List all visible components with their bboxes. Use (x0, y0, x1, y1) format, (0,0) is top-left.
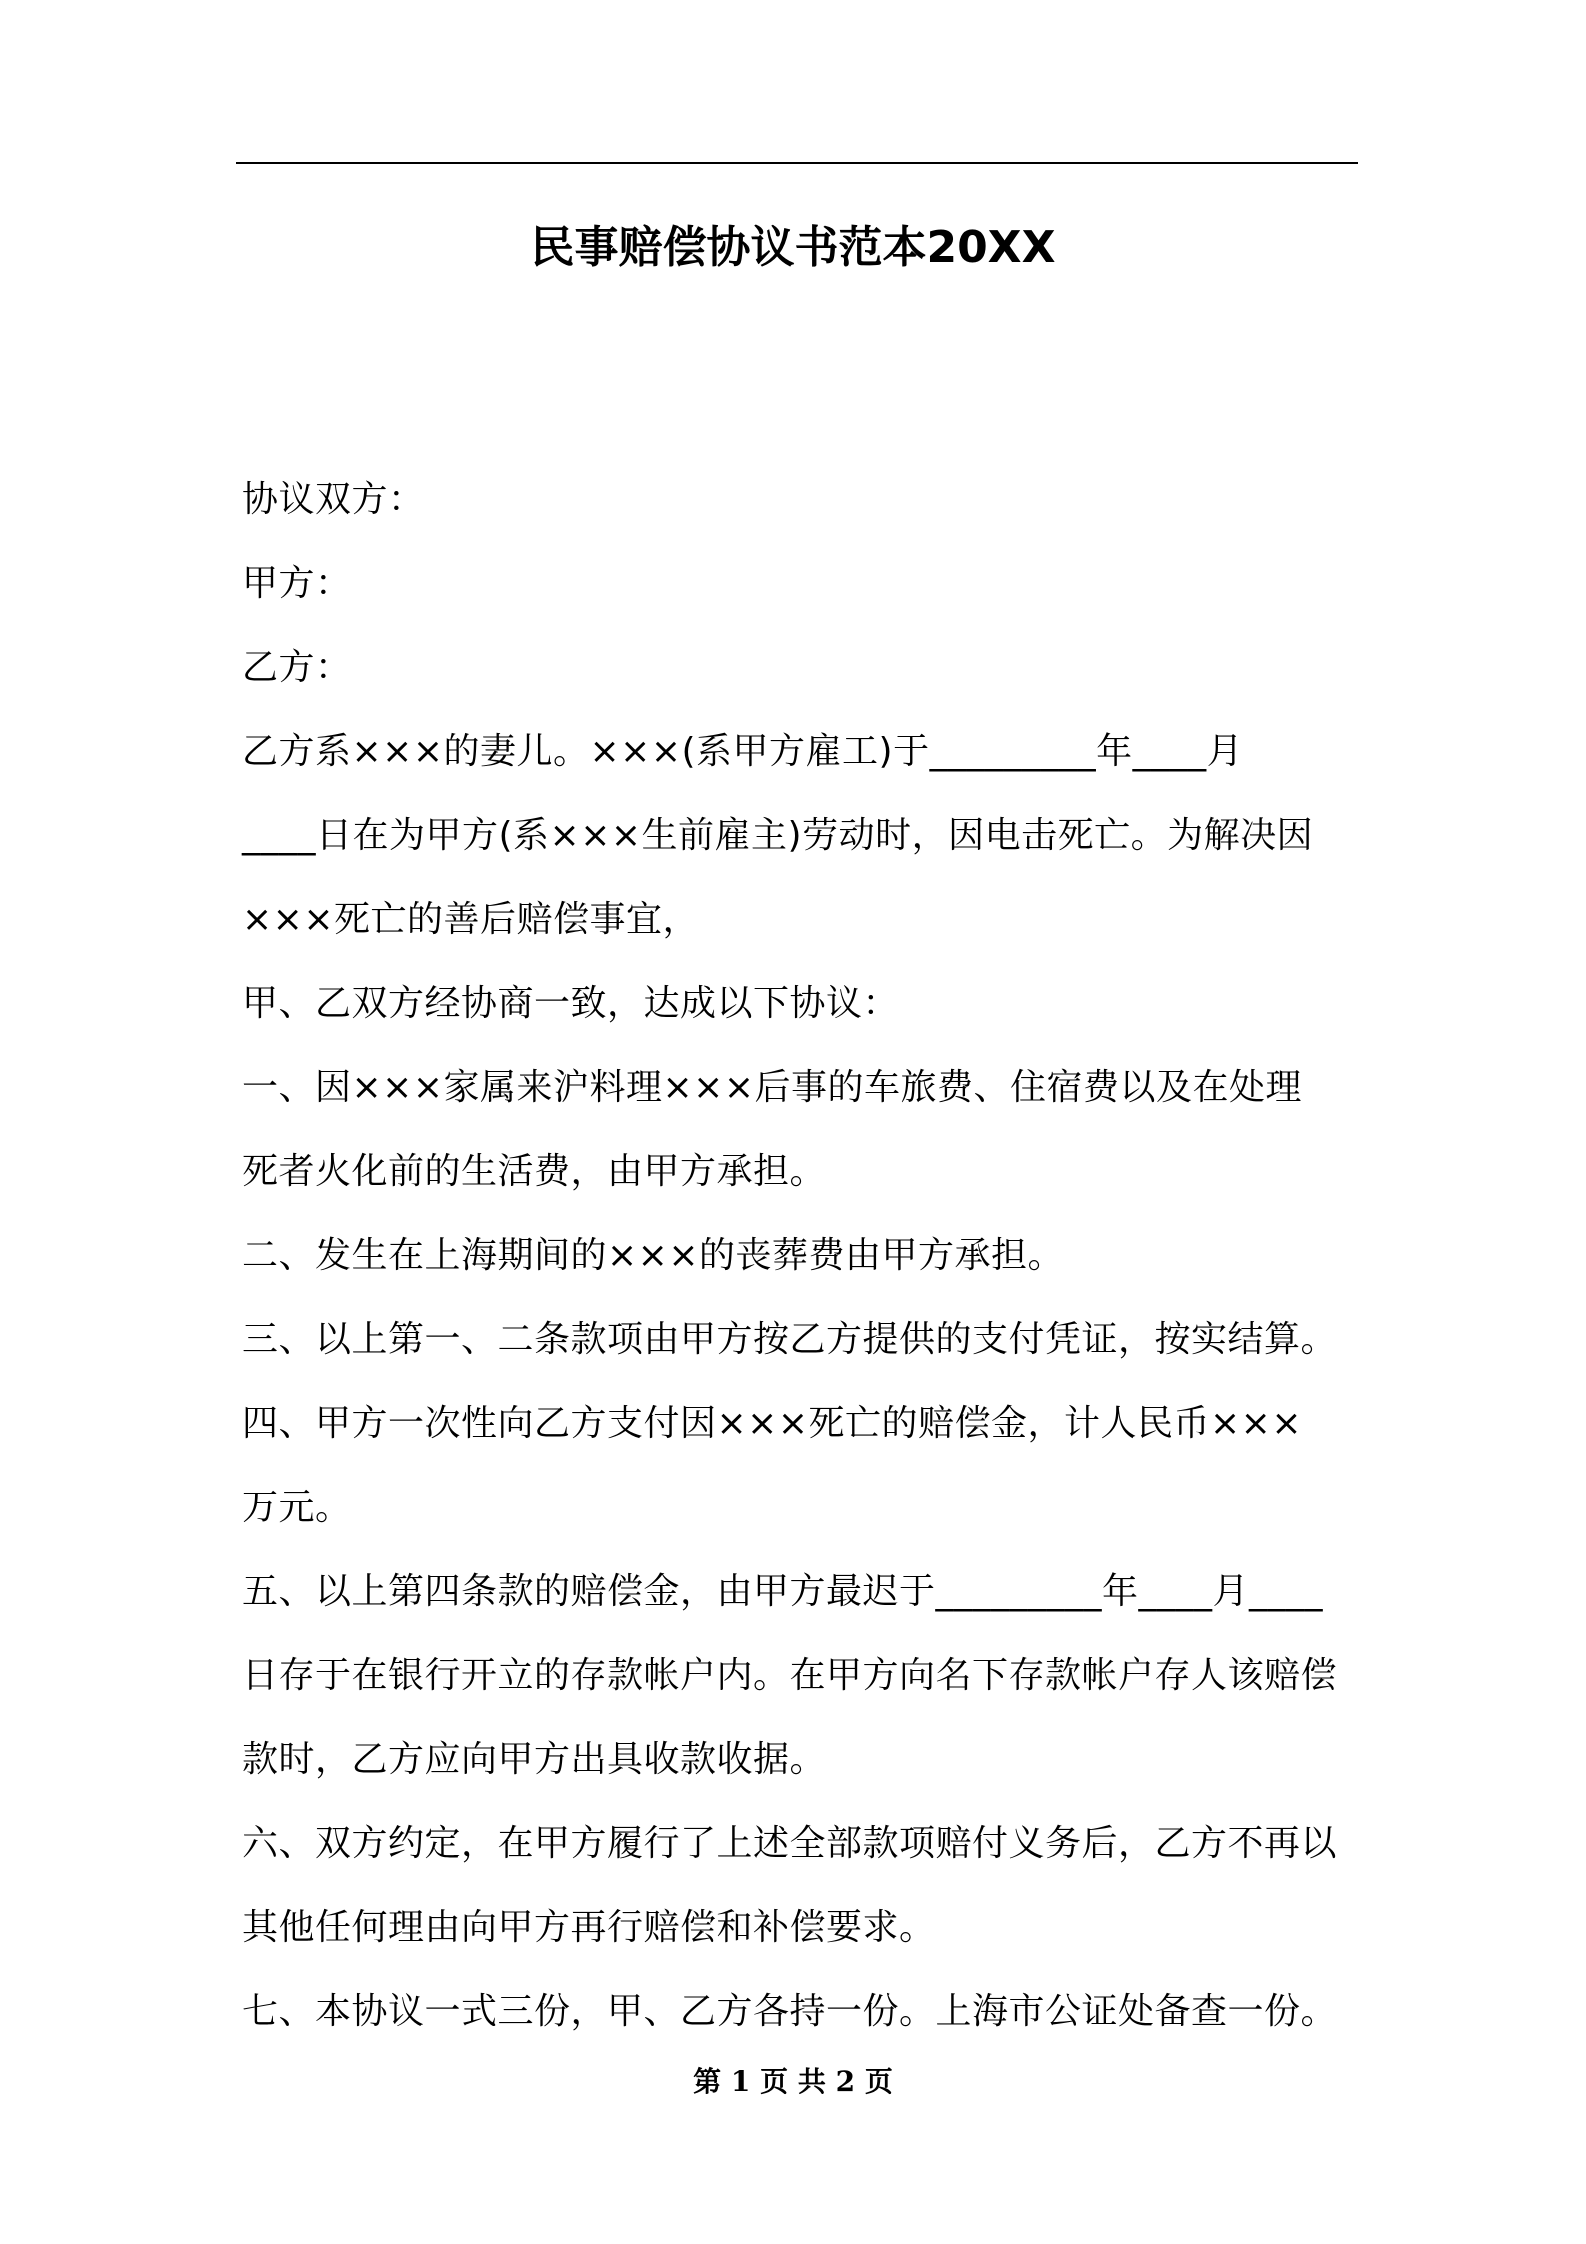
text-line: 三、以上第一、二条款项由甲方按乙方提供的支付凭证，按实结算。 (242, 1319, 1338, 1360)
document-title: 民事赔偿协议书范本20XX (530, 222, 1056, 273)
text-line: 五、以上第四条款的赔偿金，由甲方最迟于_________年____月____ (242, 1571, 1324, 1612)
text-line: 死者火化前的生活费，由甲方承担。 (242, 1151, 827, 1192)
text-line: ×××死亡的善后赔偿事宜， (242, 899, 699, 940)
text-line: 甲、乙双方经协商一致，达成以下协议： (242, 983, 900, 1024)
text-line: 协议双方： (242, 479, 425, 520)
page-number: 第 1 页 共 2 页 (693, 2065, 893, 2098)
text-line: 乙方： (242, 647, 352, 688)
header-rule (236, 162, 1358, 164)
text-line: 二、发生在上海期间的×××的丧葬费由甲方承担。 (242, 1235, 1064, 1276)
text-line: 乙方系×××的妻儿。×××(系甲方雇工)于_________年____月 (242, 731, 1244, 772)
text-line: 万元。 (242, 1487, 352, 1528)
text-line: 六、双方约定，在甲方履行了上述全部款项赔付义务后，乙方不再以 (242, 1823, 1338, 1864)
text-line: ____日在为甲方(系×××生前雇主)劳动时，因电击死亡。为解决因 (242, 815, 1314, 856)
text-line: 日存于在银行开立的存款帐户内。在甲方向名下存款帐户存人该赔偿 (242, 1655, 1338, 1696)
text-line: 其他任何理由向甲方再行赔偿和补偿要求。 (242, 1907, 936, 1948)
document-body (242, 458, 1356, 2054)
text-line: 款时，乙方应向甲方出具收款收据。 (242, 1739, 827, 1780)
text-line: 一、因×××家属来沪料理×××后事的车旅费、住宿费以及在处理 (242, 1067, 1302, 1108)
text-line: 七、本协议一式三份，甲、乙方各持一份。上海市公证处备查一份。 (242, 1991, 1338, 2032)
text-line: 甲方： (242, 563, 352, 604)
text-line: 四、甲方一次性向乙方支付因×××死亡的赔偿金，计人民币××× (242, 1403, 1302, 1444)
